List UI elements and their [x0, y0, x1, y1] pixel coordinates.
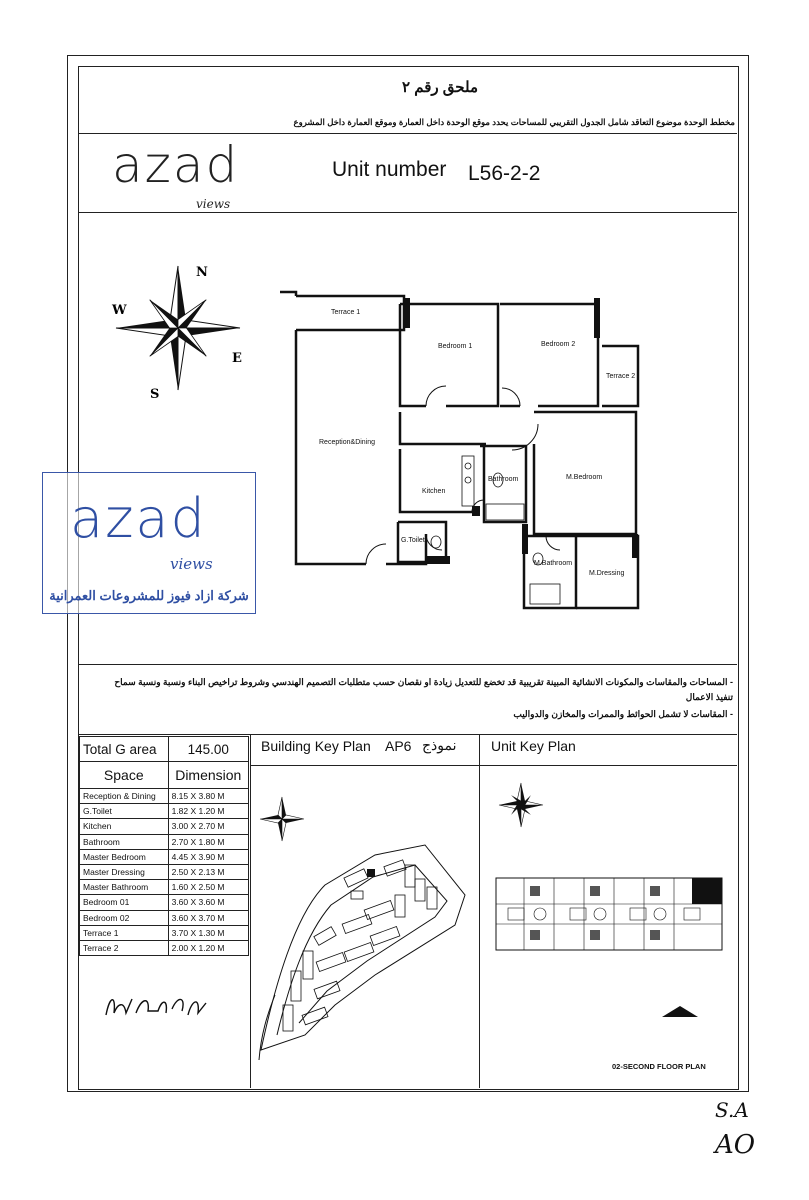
space-cell: Master Bathroom [80, 880, 169, 895]
initials-line-2: AO [715, 1130, 756, 1160]
unit-floor-plan [276, 284, 646, 614]
table-row [80, 737, 249, 762]
table-row [80, 925, 249, 940]
space-cell: Terrace 1 [80, 925, 169, 940]
dimension-cell: 3.60 X 3.70 M [168, 910, 248, 925]
dimension-cell: 3.70 X 1.30 M [168, 925, 248, 940]
divider [78, 212, 737, 213]
building-key-plan-label: Building Key Plan [261, 738, 371, 754]
table-header-row [80, 762, 249, 789]
table-row [80, 895, 249, 910]
unit-number-label: Unit number [332, 158, 447, 181]
space-cell: Master Bedroom [80, 849, 169, 864]
dimension-cell: 3.60 X 3.60 M [168, 895, 248, 910]
room-label: Terrace 2 [606, 373, 636, 380]
dimension-cell: 1.82 X 1.20 M [168, 804, 248, 819]
room-label: Bathroom [488, 476, 519, 483]
note-dimensions: - المقاسات لا تشمل الحوائط والممرات والمخازن والدواليب [513, 709, 733, 719]
floor-plan-label: 02-SECOND FLOOR PLAN [612, 1062, 706, 1071]
area-table [79, 736, 249, 956]
room-label: Reception&Dining [319, 439, 376, 446]
table-row [80, 940, 249, 955]
brand-logo: azad [112, 136, 240, 194]
space-cell: G.Toilet [80, 804, 169, 819]
compass-e: E [232, 351, 242, 366]
signature [102, 985, 212, 1025]
space-header: Space [80, 762, 169, 789]
room-label: Bedroom 2 [541, 341, 576, 348]
room-label: M.Bathroom [534, 560, 573, 567]
compass-w: W [112, 303, 127, 318]
unit-number-value: L56-2-2 [468, 162, 541, 185]
room-label: G.Toilet [401, 537, 425, 544]
total-area-label: Total G area [80, 737, 169, 762]
table-row [80, 910, 249, 925]
table-row [80, 789, 249, 804]
room-label: Terrace 1 [331, 309, 361, 316]
stamp-logo: azad [70, 487, 207, 550]
total-area-value: 145.00 [168, 737, 248, 762]
stamp-logo-sub: views [170, 555, 213, 573]
floor-key-plan [494, 874, 724, 954]
table-row [80, 849, 249, 864]
space-cell: Terrace 2 [80, 940, 169, 955]
arrow-up-icon [660, 1005, 700, 1019]
stamp-company-name: شركة ازاد فيوز للمشروعات العمرانية [49, 588, 249, 603]
compass-rose-icon [108, 258, 248, 398]
divider [479, 734, 480, 1088]
dimension-cell: 2.00 X 1.20 M [168, 940, 248, 955]
brand-logo-sub: views [196, 197, 231, 211]
divider [250, 765, 737, 766]
dimension-cell: 3.00 X 2.70 M [168, 819, 248, 834]
space-cell: Bathroom [80, 834, 169, 849]
building-key-plan-code: AP6 [385, 738, 412, 754]
dimension-header: Dimension [168, 762, 248, 789]
space-cell: Master Dressing [80, 864, 169, 879]
handwritten-initials [715, 1098, 755, 1160]
space-cell: Reception & Dining [80, 789, 169, 804]
compass-n: N [196, 265, 208, 280]
table-row [80, 834, 249, 849]
compass-s: S [150, 387, 160, 398]
divider [78, 664, 737, 665]
room-label: M.Bedroom [566, 474, 603, 481]
divider [250, 734, 251, 1088]
divider [78, 133, 737, 134]
compass-icon [496, 780, 546, 830]
dimension-cell: 1.60 X 2.50 M [168, 880, 248, 895]
dimension-cell: 4.45 X 3.90 M [168, 849, 248, 864]
dimension-cell: 8.15 X 3.80 M [168, 789, 248, 804]
dimension-cell: 2.50 X 2.13 M [168, 864, 248, 879]
building-key-plan-arabic: نموذج [422, 737, 457, 753]
room-label: Bedroom 1 [438, 343, 473, 350]
initials-line-1: S.A [715, 1098, 749, 1122]
note-areas: - المساحات والمقاسات والمكونات الانشائية المبينة تقريبية قد تخضع للتعديل زيادة او نقصان حسب متطلبات التصميم الهندسي وشروط تراخيص البناء ونسبة ونسبة سماح تنفيذ الاعمال [114, 677, 733, 702]
room-label: M.Dressing [589, 570, 625, 577]
space-cell: Bedroom 02 [80, 910, 169, 925]
annex-description: مخطط الوحدة موضوع التعاقد شامل الجدول التقريبي للمساحات يحدد موقع الوحدة داخل العمارة وموقع العمارة داخل المشروع [293, 117, 735, 127]
site-master-plan [255, 835, 475, 1060]
table-row [80, 864, 249, 879]
table-row [80, 880, 249, 895]
annex-title: ملحق رقم ٢ [402, 79, 478, 96]
divider [78, 734, 737, 735]
space-cell: Kitchen [80, 819, 169, 834]
dimension-cell: 2.70 X 1.80 M [168, 834, 248, 849]
space-cell: Bedroom 01 [80, 895, 169, 910]
table-row [80, 819, 249, 834]
unit-key-plan-label: Unit Key Plan [491, 738, 576, 754]
room-label: Kitchen [422, 488, 446, 495]
table-row [80, 804, 249, 819]
